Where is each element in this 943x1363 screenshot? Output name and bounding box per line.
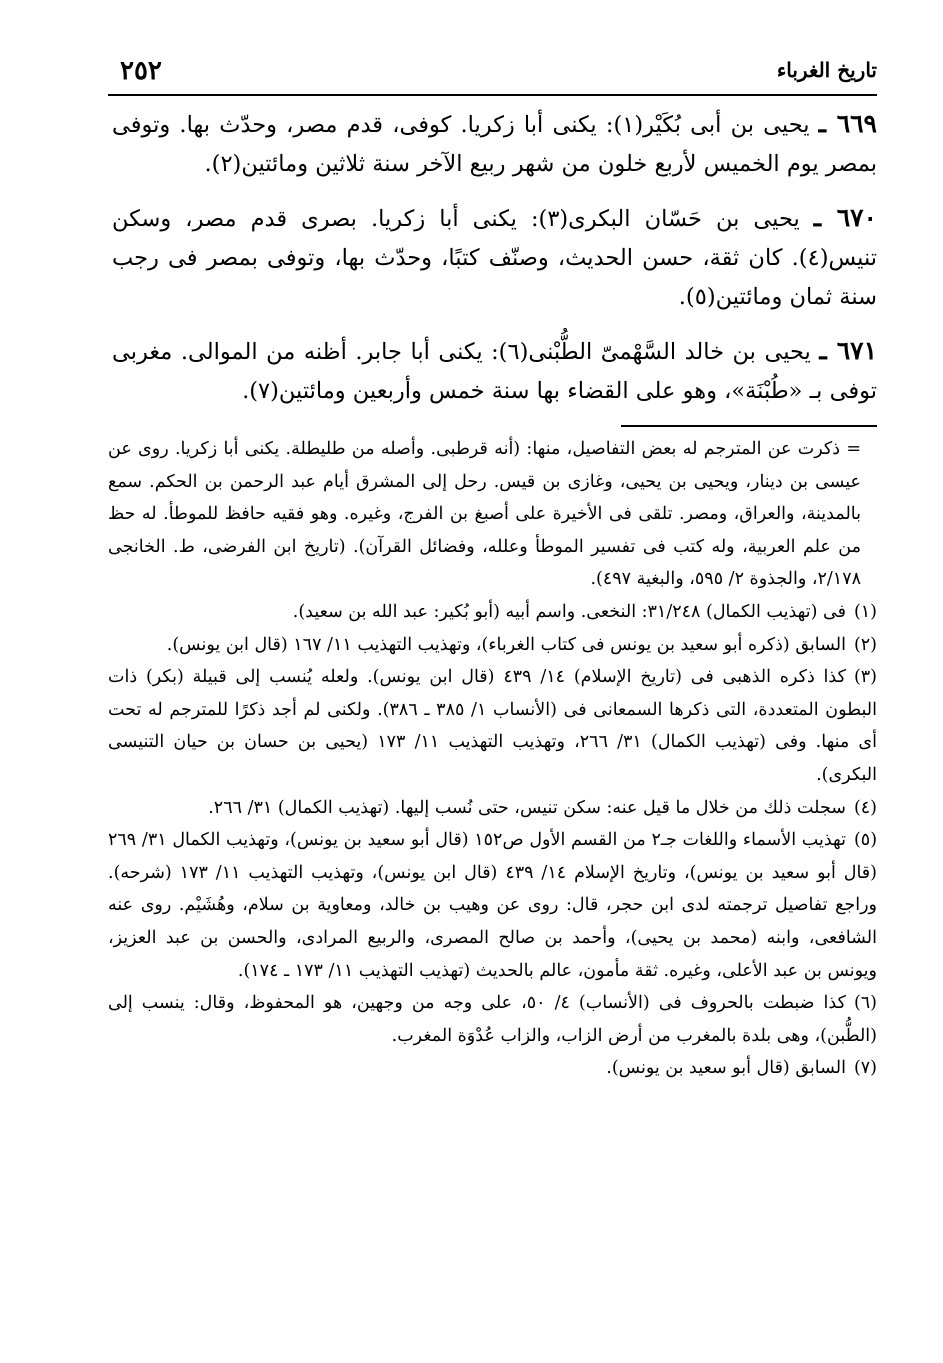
footnote-text: كذا ذكره الذهبى فى (تاريخ الإسلام) ١٤/ ٤٣٩ (قال ابن يونس). ولعله يُنسب إلى قبيلة (بكر) ذات البطون المتعددة، التى ذكرها السمعانى فى (الأنساب ١/ ٣٨٥ ـ ٣٨٦). ولكنى لم أجد ذكرًا للمترجم له تحت أى منها. وفى (تهذيب الكمال) ٣١/ ٢٦٦، وتهذيب التهذيب ١١/ ١٧٣ (يحيى بن حسان بن حيان التنيسى البكرى).	[108, 667, 877, 785]
footnote-number: (٣)	[853, 667, 877, 688]
footnote-number: (٤)	[853, 797, 877, 818]
entry-670	[112, 198, 877, 317]
entry-669	[112, 104, 877, 184]
footnote-text: السابق (قال أبو سعيد بن يونس).	[606, 1058, 846, 1079]
footnote-separator	[621, 425, 877, 427]
footnote-6	[108, 987, 877, 1052]
footnote-2	[108, 629, 877, 662]
footnote-number: (٦)	[853, 993, 877, 1014]
entry-text: يحيى بن حَسّان البكرى(٣): يكنى أبا زكريا. بصرى قدم مصر، وسكن تنيس(٤). كان ثقة، حسن الحديث، وصنّف كتبًا، وحدّث بها، وتوفى بمصر فى رجب سنة ثمان ومائتين(٥).	[112, 206, 877, 310]
footnote-1	[108, 596, 877, 629]
entry-text: يحيى بن خالد السَّهْمىّ الطُّبْنى(٦): يكنى أبا جابر. أظنه من الموالى. مغربى توفى بـ «طُبْنَة»، وهو على القضاء بها سنة خمس وأربعين ومائتين(٧).	[112, 339, 877, 404]
footnote-7	[108, 1052, 877, 1085]
footnote-continuation: = ذكرت عن المترجم له بعض التفاصيل، منها: (أنه قرطبى. وأصله من طليطلة. يكنى أبا زكريا. روى عن عيسى بن دينار، ويحيى بن يحيى، وغازى بن قيس. رحل إلى المشرق أيام عبد الرحمن بن الحكم. سمع بالمدينة، والعراق، ومصر. تلقى فى الأخيرة على أصبغ بن الفرج، وغيره. وهو فقيه حافظ للموطأ. له حظ من علم العربية، وله كتب فى تفسير الموطأ وعلله، وفضائل القرآن). (تاريخ ابن الفرضى، ط. الخانجى ٢/١٧٨، والجذوة ٢/ ٥٩٥، والبغية ٤٩٧).	[108, 439, 861, 590]
entry-number: ٦٧١ ـ	[819, 336, 878, 365]
entry-number: ٦٧٠ ـ	[813, 203, 877, 232]
footnote-text: تهذيب الأسماء واللغات جـ٢ من القسم الأول ص١٥٢ (قال أبو سعيد بن يونس)، وتهذيب الكمال ٣١/ ٢٦٩ (قال أبو سعيد بن يونس)، وتاريخ الإسلام ١٤/ ٤٣٩ (قال ابن يونس)، وتهذيب التهذيب ١١/ ١٧٣ (شرحه). وراجع تفاصيل ترجمته لدى ابن حجر، قال: روى عن وهيب بن خالد، ومعاوية بن سلام، وهُشَيْم. روى عنه الشافعى، وابنه (محمد بن يحيى)، وأحمد بن صالح المصرى، والربيع المرادى، والحسن بن عبد العزيز، ويونس بن عبد الأعلى، وغيره. ثقة مأمون، عالم بالحديث (تهذيب التهذيب ١١/ ١٧٣ ـ ١٧٤).	[108, 830, 877, 981]
footnote-text: سجلت ذلك من خلال ما قيل عنه: سكن تنيس، حتى نُسب إليها. (تهذيب الكمال) ٣١/ ٢٦٦.	[208, 797, 846, 818]
footnote-text: السابق (ذكره أبو سعيد بن يونس فى كتاب الغرباء)، وتهذيب التهذيب ١١/ ١٦٧ (قال ابن يونس).	[166, 634, 846, 655]
footnote-number: (٢)	[853, 634, 877, 655]
entry-671	[112, 331, 877, 411]
footnote-text: فى (تهذيب الكمال) ٣١/٢٤٨: النخعى. واسم أبيه (أبو بُكير: عبد الله بن سعيد).	[292, 601, 846, 622]
footnote-number: (١)	[853, 601, 877, 622]
entry-number: ٦٦٩ ـ	[818, 109, 877, 138]
book-title: تاريخ الغرباء	[776, 58, 877, 82]
biography-entries	[112, 104, 877, 425]
page-number: ٢٥٢	[120, 56, 162, 86]
footnote-3	[108, 661, 877, 791]
running-header	[108, 50, 877, 96]
footnotes	[108, 433, 877, 1085]
footnote-number: (٥)	[853, 830, 878, 851]
footnote-text: كذا ضبطت بالحروف فى (الأنساب) ٤/ ٥٠، على وجه من وجهين، هو المحفوظ، وقال: ينسب إلى (الطُّبن)، وهى بلدة بالمغرب من أرض الزاب، والزاب عُدْوَة المغرب.	[108, 993, 877, 1046]
entry-text: يحيى بن أبى بُكَيْر(١): يكنى أبا زكريا. كوفى، قدم مصر، وحدّث بها. وتوفى بمصر يوم الخميس لأربع خلون من شهر ربيع الآخر سنة ثلاثين ومائتين(٢).	[112, 112, 877, 177]
footnote-4	[108, 792, 877, 825]
footnote-5	[108, 824, 877, 987]
footnote-number: (٧)	[853, 1058, 877, 1079]
